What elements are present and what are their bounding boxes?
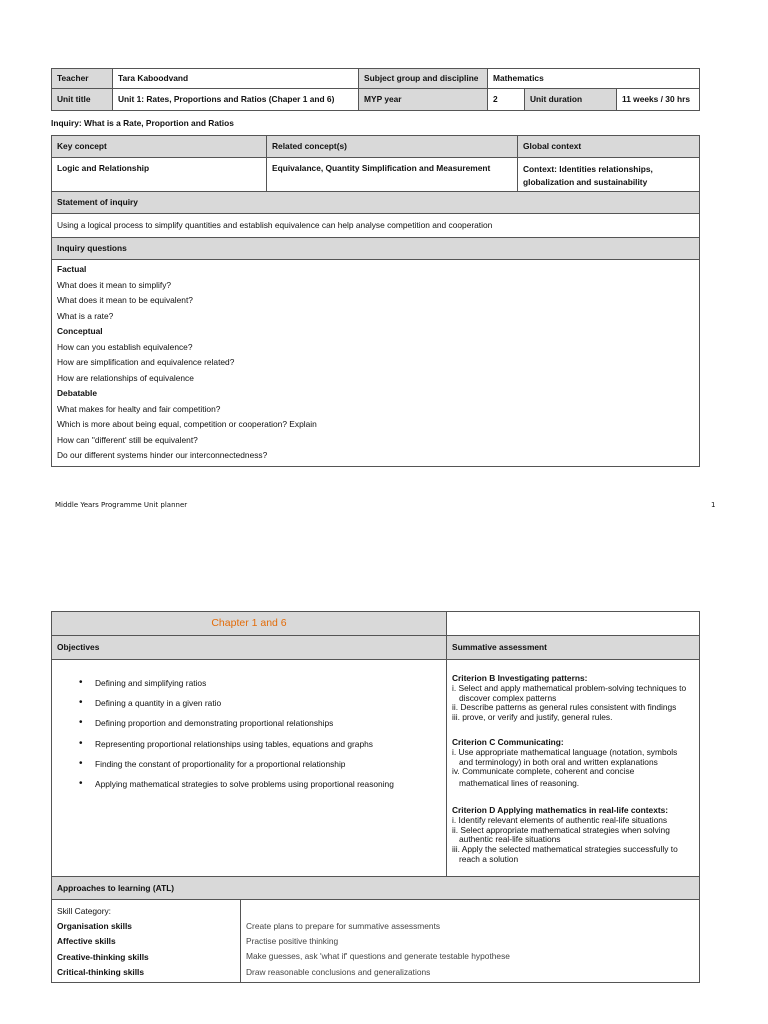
criterion-c-line: and terminology) in both oral and written explanations: [459, 756, 658, 767]
atl-skills-table: [51, 899, 700, 983]
criterion-b-line: discover complex patterns: [459, 692, 557, 703]
inquiry-line: Inquiry: What is a Rate, Proportion and Ratios: [51, 118, 234, 128]
unit-title-label: Unit title: [52, 89, 113, 111]
unit-title-value: Unit 1: Rates, Proportions and Ratios (Chaper 1 and 6): [113, 89, 359, 111]
skill-name: Creative-thinking skills: [57, 951, 149, 962]
footer-title: Middle Years Programme Unit planner: [55, 501, 188, 509]
related-concepts-value: Equivalance, Quantity Simplification and Measurement: [267, 158, 518, 192]
skill-names-cell: [52, 900, 241, 983]
criterion-b: [452, 674, 694, 723]
skill-description: Create plans to prepare for summative assessments: [246, 921, 441, 931]
unit-header-table: [51, 68, 700, 111]
criterion-b-title: Criterion B Investigating patterns:: [452, 673, 588, 683]
global-context-label: Global context: [518, 136, 700, 158]
skill-description: Draw reasonable conclusions and generalizations: [246, 966, 431, 977]
criterion-b-line: i. Select and apply mathematical problem-solving techniques to: [452, 682, 687, 693]
criterion-d-line: i. Identify relevant elements of authentic real-life situations: [452, 814, 668, 825]
teacher-value: Tara Kaboodvand: [113, 69, 359, 89]
criterion-c-line: i. Use appropriate mathematical language (notation, symbols: [452, 746, 678, 757]
objective-item: • Defining a quantity in a given ratio: [79, 698, 441, 708]
global-context-value: Context: Identities relationships, globalization and sustainability: [518, 158, 700, 192]
skill-category-label: Skill Category:: [57, 906, 111, 916]
criterion-c-title: Criterion C Communicating:: [452, 736, 564, 747]
criterion-c-line: iv. Communicate complete, coherent and concise: [452, 766, 635, 777]
unit-duration-value: 11 weeks / 30 hrs: [617, 89, 700, 111]
key-concept-label: Key concept: [52, 136, 267, 158]
criterion-d-line: authentic real-life situations: [459, 834, 561, 845]
objectives-label: Objectives: [52, 636, 447, 660]
skill-description: Practise positive thinking: [246, 936, 339, 947]
objective-item: • Defining and simplifying ratios: [79, 678, 441, 688]
related-concepts-label: Related concept(s): [267, 136, 518, 158]
subject-value: Mathematics: [488, 69, 700, 89]
factual-heading: Factual: [57, 264, 87, 274]
debatable-question: Which is more about being equal, competition or cooperation? Explain: [57, 419, 317, 429]
skill-name: Critical-thinking skills: [57, 966, 145, 977]
objective-item: • Representing proportional relationships using tables, equations and graphs: [79, 739, 441, 749]
criterion-b-line: iii. prove, or verify and justify, general rules.: [452, 712, 613, 723]
conceptual-question: How can you establish equivalence?: [57, 341, 193, 352]
factual-question: What does it mean to simplify?: [57, 279, 172, 290]
objective-item: • Finding the constant of proportionality for a proportional relationship: [79, 759, 441, 769]
skill-description: Make guesses, ask 'what if' questions and generate testable hypothese: [246, 951, 510, 962]
objectives-table: [51, 611, 700, 900]
myp-year-value: 2: [488, 89, 525, 111]
objectives-cell: [52, 660, 447, 877]
subject-label: Subject group and discipline: [359, 69, 488, 89]
concepts-table: [51, 135, 700, 467]
skill-name: Affective skills: [57, 936, 116, 947]
skill-name: Organisation skills: [57, 921, 132, 932]
conceptual-question: How are simplification and equivalence related?: [57, 357, 235, 367]
inquiry-questions-cell: [52, 260, 700, 467]
criterion-d-title: Criterion D Applying mathematics in real-life contexts:: [452, 804, 669, 815]
objective-item: • Defining proportion and demonstrating proportional relationships: [79, 718, 441, 728]
criterion-c-line: mathematical lines of reasoning.: [459, 778, 580, 789]
criterion-d-line: iii. Apply the selected mathematical strategies successfully to: [452, 844, 678, 855]
myp-year-label: MYP year: [359, 89, 488, 111]
teacher-label: Teacher: [52, 69, 113, 89]
statement-text: Using a logical process to simplify quantities and establish equivalence can help analyse competition and cooperation: [52, 214, 700, 238]
objectives-list: [57, 678, 441, 789]
debatable-question: How can "different' still be equivalent?: [57, 434, 198, 445]
chapter-title: [52, 612, 447, 636]
chapter-title-blank: [447, 612, 700, 636]
debatable-question: What makes for healty and fair competition?: [57, 403, 221, 414]
chapter-title-text: Chapter 1 and 6: [211, 616, 287, 629]
conceptual-heading: Conceptual: [57, 326, 103, 336]
criterion-d: [452, 806, 694, 865]
key-concept-value: Logic and Relationship: [52, 158, 267, 192]
summative-label: Summative assessment: [447, 636, 700, 660]
criterion-d-line: ii. Select appropriate mathematical strategies when solving: [452, 824, 670, 835]
unit-duration-label: Unit duration: [525, 89, 617, 111]
criterion-d-line: reach a solution: [459, 853, 519, 864]
skill-descriptions-cell: [241, 900, 700, 983]
page-number: 1: [711, 501, 716, 509]
summative-cell: [447, 660, 700, 877]
atl-label: Approaches to learning (ATL): [52, 877, 700, 900]
factual-question: What does it mean to be equivalent?: [57, 295, 193, 305]
factual-question: What is a rate?: [57, 310, 114, 321]
debatable-question: Do our different systems hinder our interconnectedness?: [57, 450, 268, 460]
debatable-heading: Debatable: [57, 388, 98, 398]
objective-item: • Applying mathematical strategies to solve problems using proportional reasoning: [79, 779, 441, 789]
inquiry-questions-label: Inquiry questions: [52, 238, 700, 260]
criterion-c: [452, 738, 694, 789]
criterion-b-line: ii. Describe patterns as general rules consistent with findings: [452, 702, 677, 713]
conceptual-question: How are relationships of equivalence: [57, 372, 194, 383]
statement-label: Statement of inquiry: [52, 192, 700, 214]
